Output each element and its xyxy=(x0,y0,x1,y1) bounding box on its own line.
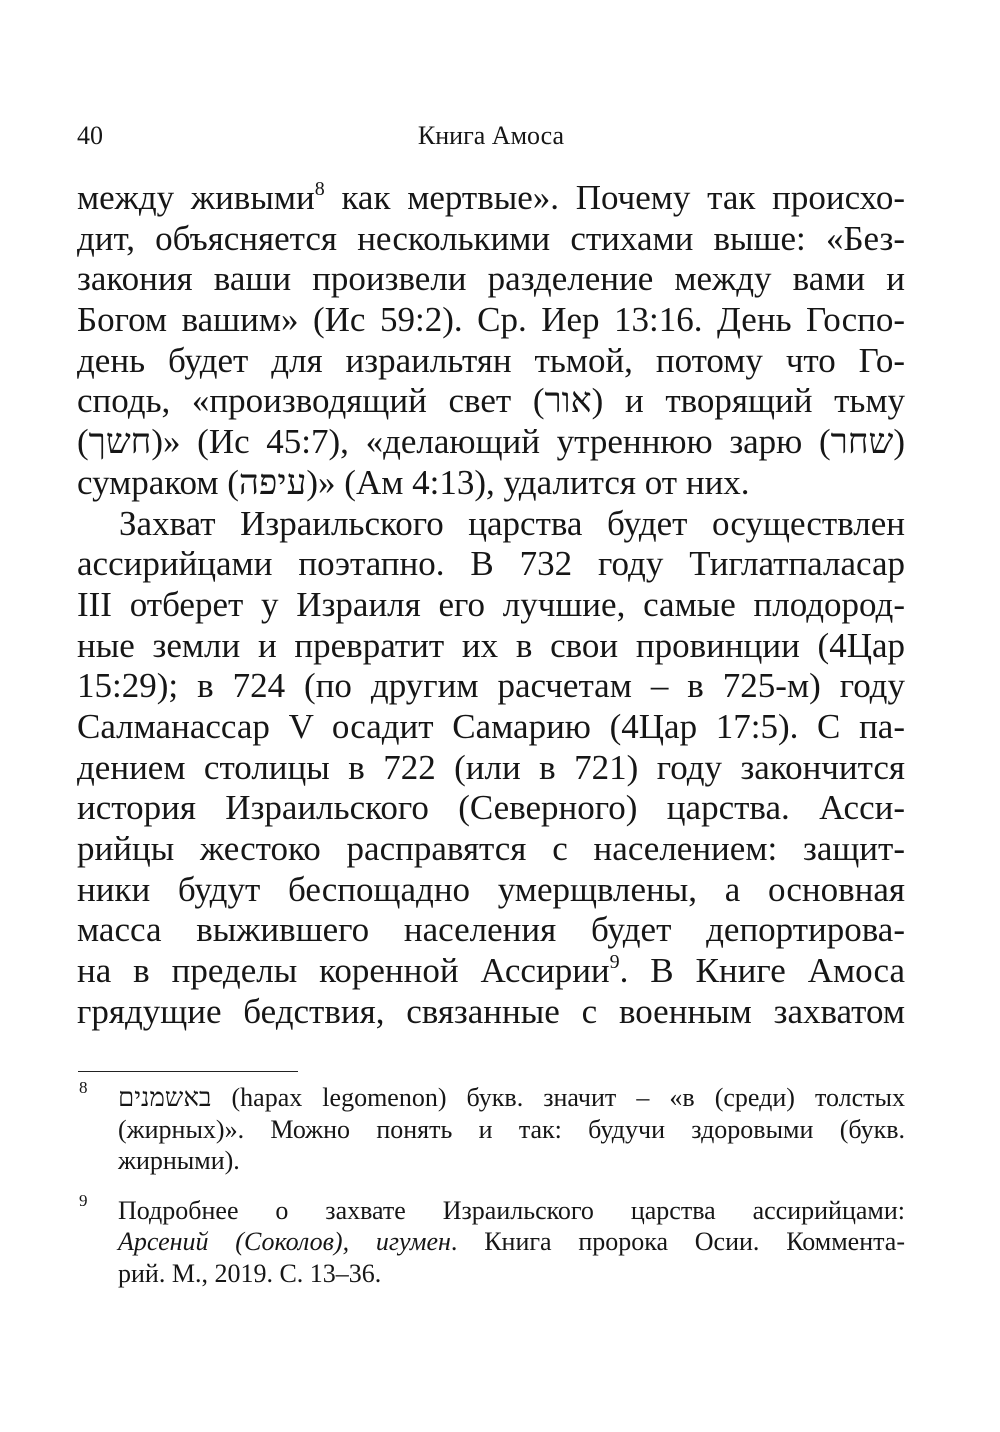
hebrew-word: באשמנים xyxy=(118,1083,212,1112)
footnote-line: рий. М., 2019. С. 13–36. xyxy=(118,1258,382,1288)
text-line: рийцы жестоко расправятся с населением: защит- xyxy=(77,829,905,868)
text-line: Богом вашим» (Ис 59:2). Ср. Иер 13:16. День Госпо- xyxy=(77,300,905,340)
text-line: ные земли и превратит их в свои провинции (4Цар xyxy=(77,625,905,665)
text-line: ники будут беспощадно умерщвлены, а основная xyxy=(77,869,905,909)
footnote-separator xyxy=(78,1071,298,1072)
footnote-line: Арсений (Соколов), игумен. Книга пророка Осии. Коммента- xyxy=(118,1227,905,1256)
text-line: Захват Израильского царства будет осуществлен xyxy=(119,503,905,543)
page-number: 40 xyxy=(77,121,103,150)
text-line: закония ваши произвели разделение между вами и xyxy=(77,259,905,299)
footnote-8 xyxy=(77,1078,905,1177)
author-name: Арсений (Соколов), игумен xyxy=(118,1227,451,1256)
running-header xyxy=(77,116,905,156)
text-line: день будет для израильтян тьмой, потому что Го- xyxy=(77,340,905,380)
footnote-line: жирными). xyxy=(118,1146,240,1175)
text-line: грядущие бедствия, связанные с военным захватом xyxy=(77,991,905,1031)
footnote-reference-9[interactable]: 9 xyxy=(609,951,620,974)
text-line: III отберет у Израиля его лучшие, самые плодород- xyxy=(77,584,905,624)
text-line: история Израильского (Северного) царства. Асси- xyxy=(77,788,905,828)
text-line: на в пределы коренной Ассирии$^9$. В Книге Амоса xyxy=(77,951,905,991)
hebrew-word: אור xyxy=(544,381,592,421)
running-title: Книга Амоса xyxy=(417,121,565,150)
footnote-text xyxy=(118,1082,905,1177)
footnote-9 xyxy=(77,1190,905,1290)
footnotes xyxy=(77,1078,905,1307)
footnote-line: (жирных)». Можно понять и так: будучи здоровыми (букв. xyxy=(118,1114,905,1144)
footnote-line: באשמנים (hapax legomenon) букв. значит – «в (среди) толстых xyxy=(118,1083,905,1112)
footnote-text xyxy=(118,1195,905,1290)
text-line: сумраком (עיפה)» (Ам 4:13), удалится от них. xyxy=(77,462,750,502)
text-line: (חשך)» (Ис 45:7), «делающий утреннюю зарю (שחר) xyxy=(77,422,905,462)
hebrew-word: חשך xyxy=(88,422,152,462)
footnote-number: 8 xyxy=(79,1078,88,1097)
text-line: Салманассар V осадит Самарию (4Цар 17:5). С па- xyxy=(77,706,905,746)
hebrew-word: עיפה xyxy=(238,462,307,502)
text-line: ассирийцами поэтапно. В 732 году Тиглатпаласар xyxy=(77,544,905,584)
text-line: 15:29); в 724 (по другим расчетам – в 725-м) году xyxy=(77,666,905,706)
footnote-reference-8[interactable]: 8 xyxy=(314,178,325,200)
text-line: сподь, «производящий свет (אור) и творящий тьму xyxy=(77,381,906,421)
hebrew-word: שחר xyxy=(830,422,894,462)
main-text xyxy=(77,178,905,1032)
footnote-line: Подробнее о захвате Израильского царства ассирийцами: xyxy=(118,1195,905,1225)
text-line: масса выжившего населения будет депортирова- xyxy=(77,910,905,950)
footnote-number: 9 xyxy=(79,1190,88,1210)
text-line: дением столицы в 722 (или в 721) году закончится xyxy=(77,747,905,787)
text-line: между живыми$^8$ как мертвые». Почему так происхо- xyxy=(77,178,905,217)
text-line: дит, объясняется несколькими стихами выше: «Без- xyxy=(77,218,905,258)
